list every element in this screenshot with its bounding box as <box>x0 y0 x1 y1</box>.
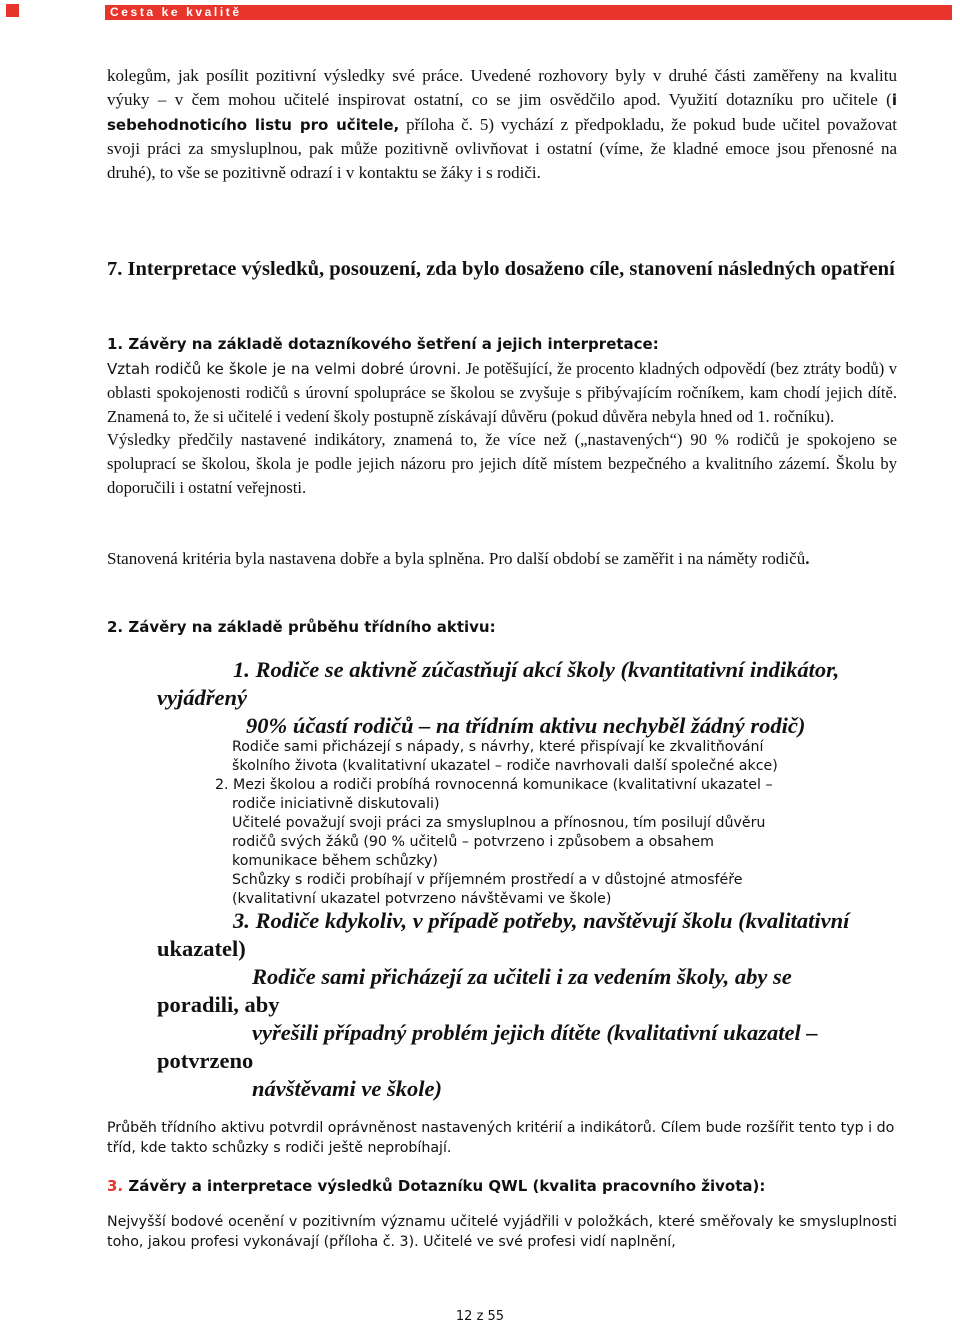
sub3-number: 3. <box>107 1177 124 1195</box>
header-title: Cesta ke kvalitě <box>110 5 242 19</box>
sub2-note-3: 2. Mezi školou a rodiči probíhá rovnocenná komunikace (kvalitativní ukazatel – <box>215 777 773 793</box>
sub2-note-8: Schůzky s rodiči probíhají v příjemném prostředí a v důstojné atmosféře <box>232 872 743 888</box>
section-7-heading: 7. Interpretace výsledků, posouzení, zda bylo dosaženo cíle, stanovení následných opatření <box>107 258 895 280</box>
intro-text-2: příloha č. 5) vychází <box>399 114 554 134</box>
criteria-paragraph <box>107 547 897 571</box>
criteria-b: Pro další období se zaměřit i na náměty rodičů <box>484 549 806 568</box>
sub1-p1c: Znamená to, že si učitelé i vedení školy postupně získávají důvěru (pokud důvěra nebyla hned od 1. ročníku). <box>107 406 835 426</box>
sub3-heading <box>107 1177 897 1195</box>
sub1-p1b: Je potěšující, že procento kladných odpovědí (bez ztráty bodů) v oblasti spokojenosti rodičů s úrovní spolupráce se školou se zvyšuje s přibývajícím ročníkem, kam chodí jejich dítě. <box>107 358 897 403</box>
sub2-item1-b: vyjádřený <box>157 685 247 710</box>
header-logo-square <box>6 4 19 17</box>
criteria-a: Stanovená kritéria byla nastavena dobře a byla splněna. <box>107 549 485 568</box>
sub2-note-7: komunikace během schůzky) <box>232 853 438 869</box>
sub2-item3-a: 3. Rodiče kdykoliv, v případě potřeby, navštěvují školu (kvalitativní <box>233 908 850 933</box>
sub2-note-5: Učitelé považují svoji práci za smysluplnou a přínosnou, tím posilují důvěru <box>232 815 766 831</box>
page-number: 12 z 55 <box>455 1309 505 1324</box>
sub1-p2: Výsledky předčily nastavené indikátory, znamená to, že více než („nastavených“) 90 % rodičů je spokojeno se spoluprací se školou, škola je podle jejich názoru pro jejich dítě místem bezpečného a kvalitního zázemí. Školu by doporučili i ostatní veřejnosti. <box>107 430 897 497</box>
sub3-heading-text: Závěry a interpretace výsledků Dotazníku QWL (kvalita pracovního života): <box>123 1177 766 1195</box>
sub2-note-2: školního života (kvalitativní ukazatel – rodiče navrhovali další společné akce) <box>232 758 778 774</box>
sub2-item3-b: ukazatel) <box>157 936 246 961</box>
sub2-summary: Průběh třídního aktivu potvrdil oprávněnost nastavených kritérií a indikátorů. Cílem bude rozšířit tento typ i do tříd, kde takto schůzky s rodiči ještě neprobíhají. <box>107 1120 895 1156</box>
intro-text-3: z předpokladu, že pokud bude učitel považovat svoji práci za smysluplnou, pak může pozitivně ovlivňovat i ostatní (víme, že kladné emoce jsou přenosné na druhé), to vše se pozitivně odrazí i v kontaktu se žáky i s rodiči. <box>107 114 897 183</box>
sub2-item3-d: poradili, aby <box>157 992 280 1017</box>
criteria-dot: . <box>805 549 810 568</box>
sub2-item3-c: Rodiče sami přicházejí za učiteli i za vedením školy, aby se <box>252 964 792 989</box>
sub2-heading: 2. Závěry na základě průběhu třídního aktivu: <box>107 618 496 636</box>
sub2-note-1: Rodiče sami přicházejí s nápady, s návrhy, které přispívají ke zkvalitňování <box>232 739 764 755</box>
section-7-1 <box>107 332 897 499</box>
intro-text-1: kolegům, jak posílit pozitivní výsledky své práce. Uvedené rozhovory byly v druhé části zaměřeny na kvalitu výuky – v čem mohou učitelé inspirovat ostatní, co se jim osvědčilo apod. Využití dotazníku pro učitele ( <box>107 66 897 109</box>
intro-bold: i sebehodnoticího listu pro učitele, <box>107 90 897 134</box>
sub2-item3-g: návštěvami ve škole) <box>252 1076 442 1101</box>
sub2-item1-c: 90% účastí rodičů – na třídním aktivu nechyběl žádný rodič) <box>246 713 806 738</box>
sub3-paragraph: Nejvyšší bodové ocenění v pozitivním významu učitelé vyjádřili v položkách, které směřovaly ke smysluplnosti toho, jakou profesi vykonávají (příloha č. 3). Učitelé ve své profesi vidí naplnění, <box>107 1214 897 1250</box>
sub2-note-4: rodiče iniciativně diskutovali) <box>232 796 440 812</box>
sub2-note-9: (kvalitativní ukazatel potvrzeno návštěvami ve škole) <box>232 891 612 907</box>
sub1-p1a: Vztah rodičů ke škole je na velmi dobré úrovni. <box>107 359 462 378</box>
sub2-item1-a: 1. Rodiče se aktivně zúčastňují akcí školy (kvantitativní indikátor, <box>233 657 840 682</box>
sub2-note-6: rodičů svých žáků (90 % učitelů – potvrzeno i způsobem a obsahem <box>232 834 714 850</box>
intro-paragraph <box>107 64 897 185</box>
sub2-item3-f: potvrzeno <box>157 1048 254 1073</box>
sub2-item3-e: vyřešili případný problém jejich dítěte (kvalitativní ukazatel – <box>252 1020 818 1045</box>
sub1-heading: 1. Závěry na základě dotazníkového šetření a jejich interpretace: <box>107 335 659 353</box>
